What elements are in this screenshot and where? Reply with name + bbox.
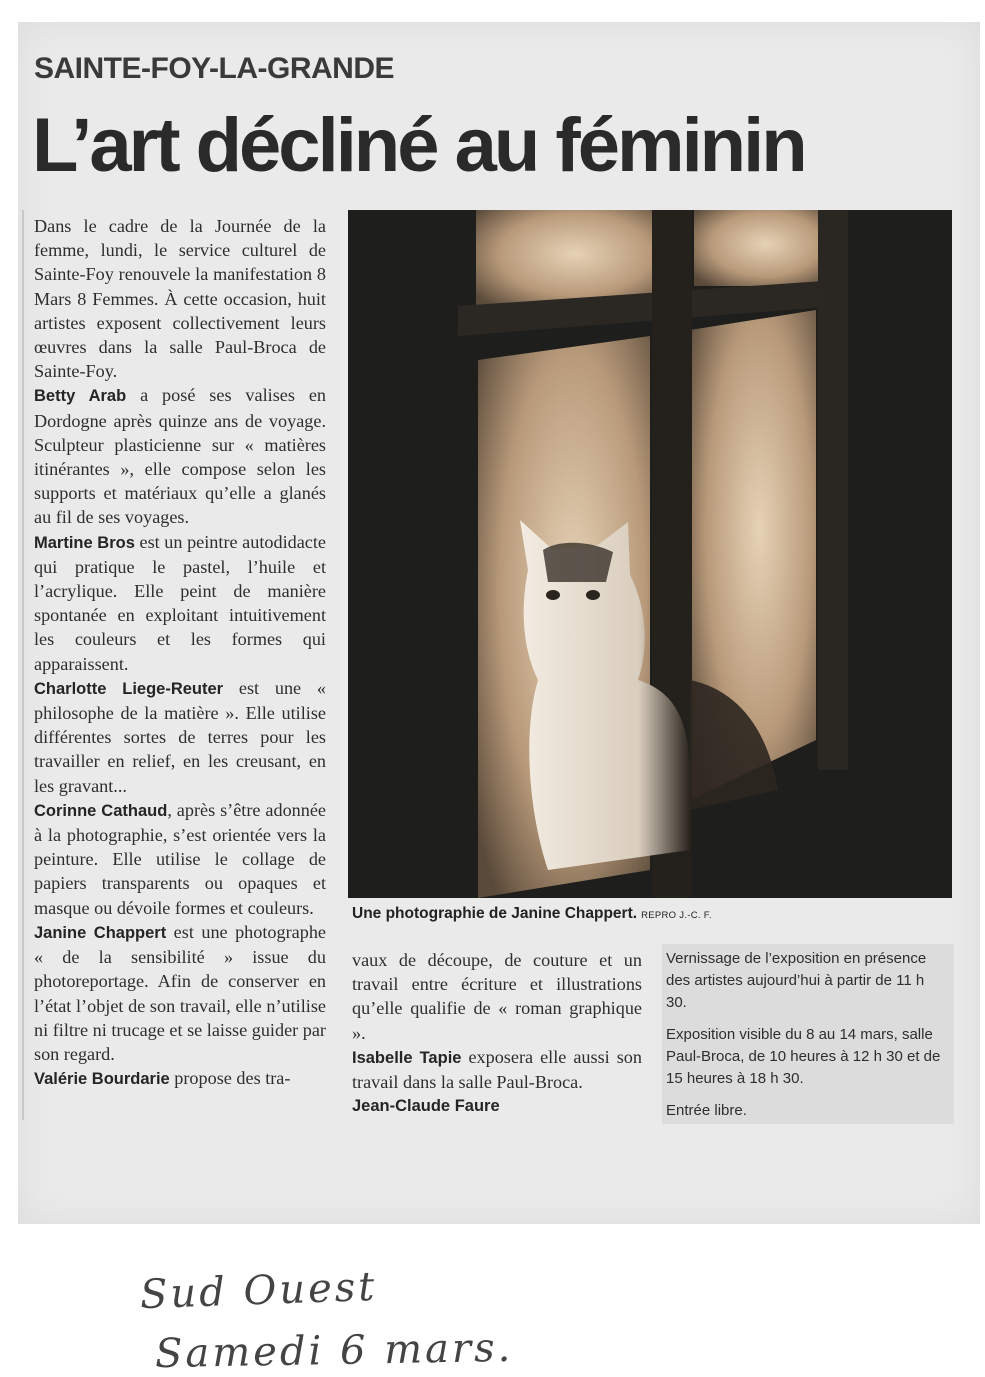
artist-name: Janine Chappert <box>34 923 167 942</box>
paragraph-text: propose des tra- <box>169 1068 291 1089</box>
artist-name: Valérie Bourdarie <box>34 1070 170 1089</box>
paragraph-text: est une « philosophe de la matière ». Elle utilise différentes sortes de terres pour les travailler en relief, en les creusant, en les gravant... <box>34 677 326 796</box>
handwritten-date: Samedi 6 mars. <box>154 1324 514 1377</box>
info-dates: Exposition visible du 8 au 14 mars, salle Paul-Broca, de 10 heures à 12 h 30 et de 15 heures à 18 h 30. <box>666 1026 941 1087</box>
cat-window-photo <box>348 210 952 898</box>
artist-name: Martine Bros <box>34 533 135 552</box>
artist-name: Corinne Cathaud <box>34 801 168 820</box>
paragraph-charlotte-liege-reuter <box>34 676 326 798</box>
author-signature: Jean-Claude Faure <box>352 1097 500 1116</box>
paragraph-valerie-bourdarie <box>34 1066 326 1091</box>
paragraph-martine-bros <box>34 530 326 676</box>
article-headline: L’art décliné au féminin <box>32 103 805 188</box>
artist-name: Isabelle Tapie <box>352 1048 462 1067</box>
paragraph-text: a posé ses valises en Dordogne après quinze ans de voyage. Sculpteur plasticienne sur « matières itinérantes », elle compose selon les supports et matériaux qu’elle a glanés au fil de ses voyages. <box>34 385 326 528</box>
paragraph-text: est un peintre autodidacte qui pratique le pastel, l’huile et l’acrylique. Elle peint de manière spontanée en exploitant intuitivement les couleurs et les formes qui apparaissent. <box>34 531 326 674</box>
info-box <box>662 944 954 1124</box>
article-column-2 <box>352 948 642 1118</box>
artist-name: Betty Arab <box>34 387 127 406</box>
paragraph-isabelle-tapie <box>352 1045 642 1094</box>
info-vernissage: Vernissage de l’exposition en présence des artistes aujourd’hui à partir de 11 h 30. <box>666 950 927 1011</box>
photo-credit: REPRO J.-C. F. <box>641 910 712 921</box>
paragraph-janine-chappert <box>34 920 326 1066</box>
photo-caption <box>352 905 712 923</box>
section-title: SAINTE-FOY-LA-GRANDE <box>34 52 394 85</box>
paragraph-text: exposera elle aussi son travail dans la salle Paul-Broca. <box>352 1046 642 1093</box>
intro-paragraph: Dans le cadre de la Journée de la femme, lundi, le service culturel de Sainte-Foy renouvele la manifestation 8 Mars 8 Femmes. À cette occasion, huit artistes exposent collectivement leurs œuvres dans la salle Paul-Broca de Sainte-Foy. <box>34 216 326 382</box>
handwritten-source: Sud Ouest <box>139 1263 379 1319</box>
artist-name: Charlotte Liege-Reuter <box>34 679 224 698</box>
paragraph-betty-arab <box>34 383 326 529</box>
article-column-1 <box>34 214 326 1091</box>
paragraph-continuation: vaux de découpe, de couture et un travail entre écriture et illustrations qu’elle qualifie de « roman graphique ». <box>352 950 642 1043</box>
caption-text: Une photographie de Janine Chappert. <box>352 905 638 922</box>
article-photo <box>348 210 952 898</box>
paragraph-text: , après s’être adonnée à la photographie, s’est orientée vers la peinture. Elle utilise le collage de papiers transparents ou opaques et masque ou dévoile formes et couleurs. <box>34 799 327 918</box>
column-rule <box>22 210 24 1120</box>
paragraph-corinne-cathaud <box>34 798 326 920</box>
paragraph-text: est une photographe « de la sensibilité » issue du photoreportage. Afin de conserver en l’état l’objet de son travail, elle n’utilise ni filtre ni trucage et se laisse guider par son regard. <box>34 921 326 1064</box>
info-entry: Entrée libre. <box>666 1102 747 1119</box>
